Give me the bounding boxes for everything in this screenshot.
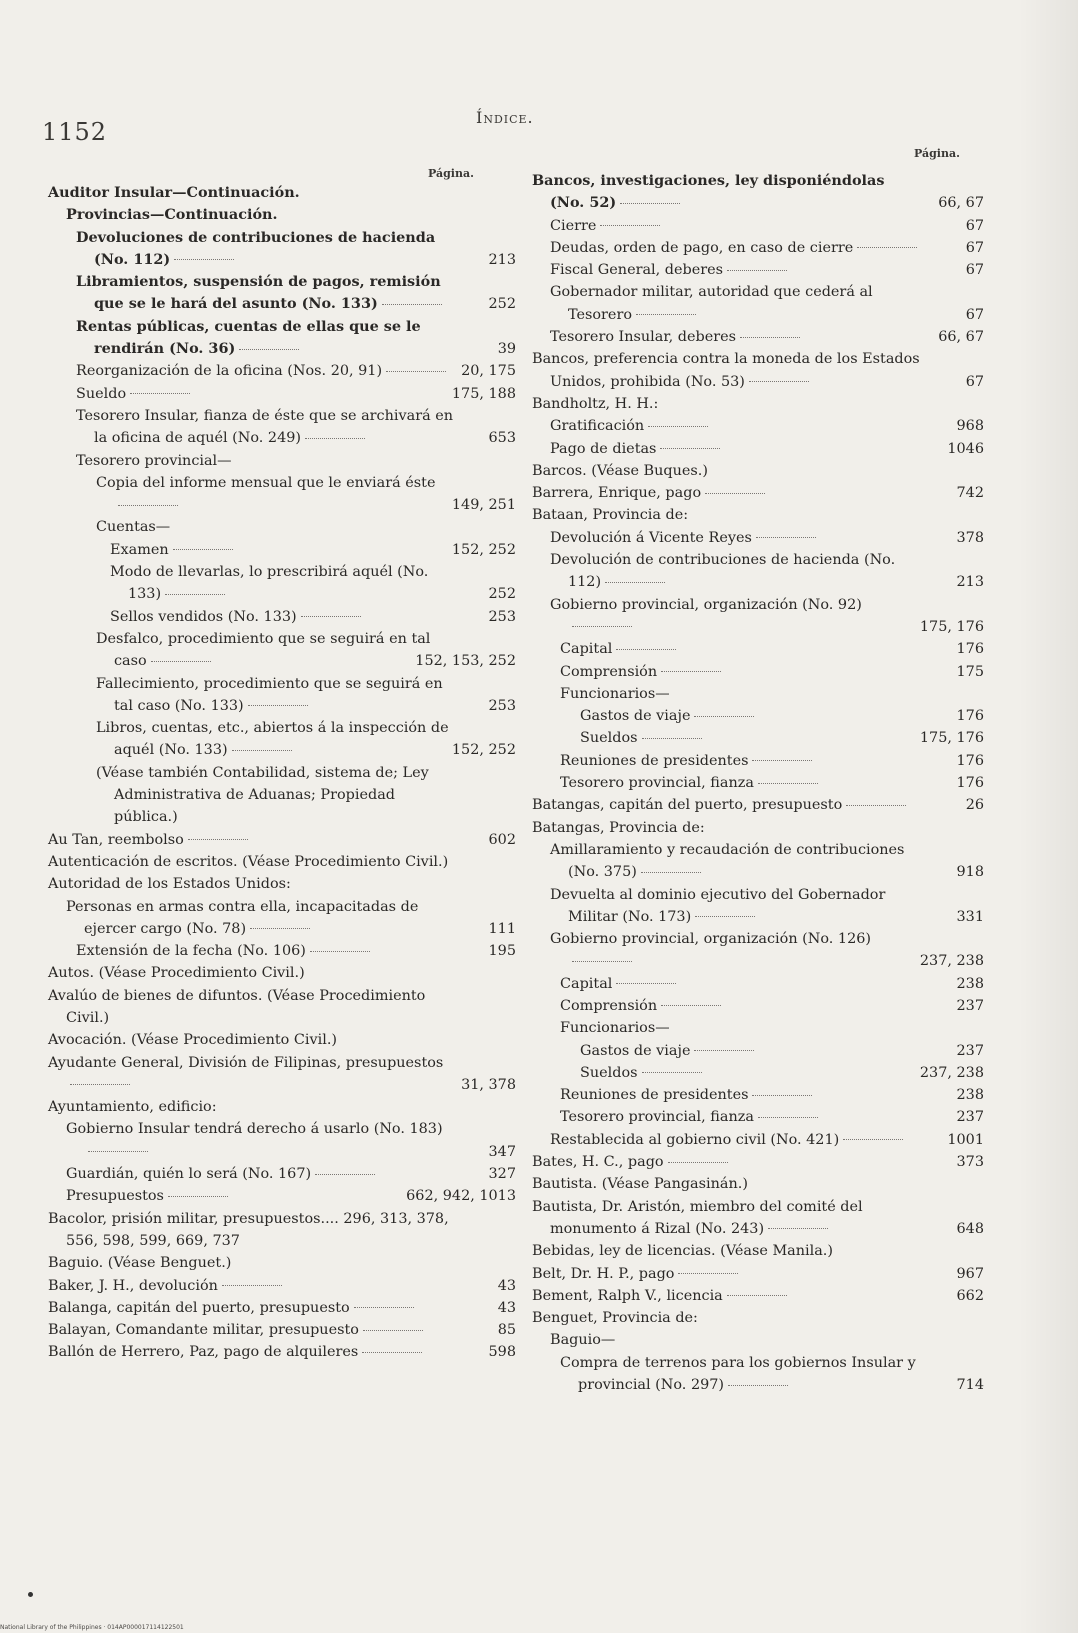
entry-page-ref: 252: [488, 296, 516, 313]
index-column-right: [532, 170, 984, 1396]
leader-dots: [315, 1174, 375, 1175]
entry-text: Reuniones de presidentes: [560, 1087, 749, 1104]
index-entry: [532, 1240, 984, 1262]
leader-dots: [758, 1117, 818, 1118]
entry-page-ref: 1001: [947, 1131, 984, 1148]
index-entry: [48, 1096, 516, 1118]
leader-dots: [70, 1084, 130, 1085]
index-entry: [532, 638, 984, 660]
leader-dots: [250, 928, 310, 929]
index-entry: [532, 1062, 984, 1084]
index-entry: [532, 839, 984, 884]
index-entry: [48, 851, 516, 873]
entry-text: Gobierno provincial, organización (No. 92): [550, 596, 862, 613]
entry-page-ref: 653: [488, 430, 516, 447]
entry-text: Gobierno provincial, organización (No. 126): [550, 931, 872, 948]
index-entry: [48, 873, 516, 895]
index-entry: [48, 1185, 516, 1207]
index-entry: [48, 1163, 516, 1185]
leader-dots: [620, 203, 680, 204]
entry-text: Benguet, Provincia de:: [532, 1310, 698, 1327]
leader-dots: [232, 750, 292, 751]
entry-text: Copia del informe mensual que le enviará éste: [96, 474, 436, 491]
entry-page-ref: 43: [497, 1277, 516, 1294]
entry-page-ref: 968: [956, 418, 984, 435]
entry-text: Gobierno Insular tendrá derecho á usarlo (No. 183): [66, 1121, 443, 1138]
leader-dots: [857, 247, 917, 248]
entry-page-ref: 67: [965, 217, 984, 234]
entry-text: Fiscal General, deberes: [550, 262, 724, 279]
entry-text: Sueldos: [580, 730, 638, 747]
index-entry: [532, 928, 984, 973]
entry-text: Restablecida al gobierno civil (No. 421): [550, 1131, 840, 1148]
entry-text: Gobernador militar, autoridad que cederá al Tesorero: [550, 284, 873, 323]
running-head: Índice.: [476, 108, 534, 127]
entry-text: Baguio—: [550, 1332, 616, 1349]
index-entry: [48, 1297, 516, 1319]
entry-page-ref: 238: [956, 975, 984, 992]
entry-page-ref: 967: [956, 1265, 984, 1282]
entry-text: Funcionarios—: [560, 685, 670, 702]
leader-dots: [740, 337, 800, 338]
entry-text: Examen: [110, 541, 169, 558]
entry-text: Bates, H. C., pago: [532, 1154, 664, 1171]
index-entry: [532, 1151, 984, 1173]
entry-page-ref: 152, 252: [451, 541, 516, 558]
entry-page-ref: 67: [965, 306, 984, 323]
entry-text: Funcionarios—: [560, 1020, 670, 1037]
index-entry: [532, 259, 984, 281]
entry-page-ref: 175, 188: [451, 385, 516, 402]
index-entry: [48, 316, 516, 361]
index-entry: [48, 516, 516, 538]
entry-text: Fallecimiento, procedimiento que se seguirá en tal caso (No. 133): [96, 675, 443, 714]
leader-dots: [749, 381, 809, 382]
leader-dots: [130, 393, 190, 394]
entry-page-ref: 237: [956, 997, 984, 1014]
leader-dots: [727, 1295, 787, 1296]
index-entry: [48, 227, 516, 272]
leader-dots: [694, 1050, 754, 1051]
index-entry: [532, 1173, 984, 1195]
entry-text: Autoridad de los Estados Unidos:: [48, 876, 291, 893]
leader-dots: [165, 594, 225, 595]
entry-text: Comprensión: [560, 663, 658, 680]
entry-page-ref: 176: [956, 641, 984, 658]
entry-text: Tesorero provincial, fianza: [560, 1109, 754, 1126]
entry-text: Tesorero provincial—: [76, 452, 232, 469]
entry-text: Guardián, quién lo será (No. 167): [66, 1166, 312, 1183]
index-entry: [532, 215, 984, 237]
entry-page-ref: 237: [956, 1042, 984, 1059]
leader-dots: [668, 1162, 728, 1163]
leader-dots: [188, 839, 248, 840]
leader-dots: [222, 1285, 282, 1286]
entry-text: Bement, Ralph V., licencia: [532, 1287, 723, 1304]
leader-dots: [752, 1095, 812, 1096]
index-entry: [532, 1040, 984, 1062]
entry-page-ref: 66, 67: [938, 329, 984, 346]
index-entry: [48, 829, 516, 851]
entry-page-ref: 20, 175: [461, 363, 516, 380]
leader-dots: [636, 314, 696, 315]
leader-dots: [648, 426, 708, 427]
leader-dots: [678, 1273, 738, 1274]
leader-dots: [354, 1307, 414, 1308]
entry-text: Comprensión: [560, 997, 658, 1014]
entry-page-ref: 237, 238: [919, 953, 984, 970]
entry-text: Au Tan, reembolso: [48, 831, 184, 848]
entry-text: Bandholtz, H. H.:: [532, 395, 659, 412]
entry-text: Belt, Dr. H. P., pago: [532, 1265, 675, 1282]
entry-text: Devolución de contribuciones de hacienda (No. 112): [550, 552, 896, 591]
leader-dots: [616, 649, 676, 650]
leader-dots: [572, 961, 632, 962]
entry-text: Provincias—Continuación.: [66, 206, 278, 224]
entry-page-ref: 238: [956, 1087, 984, 1104]
leader-dots: [118, 505, 178, 506]
leader-dots: [642, 738, 702, 739]
leader-dots: [605, 582, 665, 583]
index-entry: [48, 1118, 516, 1163]
leader-dots: [728, 1385, 788, 1386]
index-entry: [48, 1275, 516, 1297]
entry-text: Devolución á Vicente Reyes: [550, 529, 752, 546]
entry-page-ref: 176: [956, 752, 984, 769]
pagina-label-left: Página.: [428, 167, 474, 180]
entry-page-ref: 39: [497, 341, 516, 358]
entry-text: Baker, J. H., devolución: [48, 1277, 218, 1294]
entry-text: Batangas, Provincia de:: [532, 819, 705, 836]
entry-text: Devuelta al dominio ejecutivo del Gobernador Militar (No. 173): [550, 886, 886, 925]
entry-page-ref: 26: [965, 797, 984, 814]
entry-page-ref: 175: [956, 663, 984, 680]
leader-dots: [239, 349, 299, 350]
index-entry: [532, 1084, 984, 1106]
index-entry: [532, 794, 984, 816]
index-entry: [532, 995, 984, 1017]
entry-page-ref: 67: [965, 373, 984, 390]
scan-footer: National Library of the Philippines · 014AP000017114122501: [0, 1624, 184, 1631]
entry-page-ref: 237: [956, 1109, 984, 1126]
entry-page-ref: 602: [488, 831, 516, 848]
index-entry: [48, 940, 516, 962]
entry-page-ref: 742: [956, 485, 984, 502]
index-entry: [48, 985, 516, 1030]
leader-dots: [642, 1072, 702, 1073]
entry-page-ref: 67: [965, 262, 984, 279]
leader-dots: [758, 783, 818, 784]
entry-page-ref: 176: [956, 775, 984, 792]
entry-text: Bacolor, prisión militar, presupuestos.... 296, 313, 378, 556, 598, 599, 669, 737: [48, 1210, 449, 1249]
entry-text: Rentas públicas, cuentas de ellas que se le rendirán (No. 36): [76, 317, 421, 358]
index-entry: [532, 415, 984, 437]
entry-page-ref: 175, 176: [919, 730, 984, 747]
index-entry: [532, 1129, 984, 1151]
index-entry: [48, 360, 516, 382]
index-entry: [532, 1106, 984, 1128]
index-entry: [48, 717, 516, 762]
entry-page-ref: 373: [956, 1154, 984, 1171]
entry-text: Pago de dietas: [550, 440, 657, 457]
entry-page-ref: 662: [956, 1287, 984, 1304]
entry-page-ref: 662, 942, 1013: [406, 1188, 516, 1205]
entry-text: Libros, cuentas, etc., abiertos á la inspección de aquél (No. 133): [96, 720, 449, 759]
index-entry: [532, 1017, 984, 1039]
entry-text: Reorganización de la oficina (Nos. 20, 91): [76, 363, 383, 380]
index-entry: [532, 326, 984, 348]
leader-dots: [168, 1196, 228, 1197]
leader-dots: [305, 438, 365, 439]
index-entry: [48, 1252, 516, 1274]
leader-dots: [173, 549, 233, 550]
entry-page-ref: 195: [488, 943, 516, 960]
entry-page-ref: 43: [497, 1299, 516, 1316]
entry-text: Sueldos: [580, 1064, 638, 1081]
entry-text: Bautista, Dr. Aristón, miembro del comité del monumento á Rizal (No. 243): [532, 1198, 863, 1237]
entry-page-ref: 252: [488, 586, 516, 603]
entry-page-ref: 85: [497, 1322, 516, 1339]
index-entry: [532, 549, 984, 594]
leader-dots: [248, 705, 308, 706]
entry-text: Deudas, orden de pago, en caso de cierre: [550, 239, 854, 256]
entry-page-ref: 253: [488, 608, 516, 625]
index-entry: [532, 1196, 984, 1241]
leader-dots: [174, 259, 234, 260]
index-entry: [48, 383, 516, 405]
page-number: 1152: [42, 118, 108, 146]
index-entry: [532, 705, 984, 727]
entry-page-ref: 331: [956, 908, 984, 925]
entry-text: Ballón de Herrero, Paz, pago de alquileres: [48, 1344, 359, 1361]
entry-text: (Véase también Contabilidad, sistema de; Ley Administrativa de Aduanas; Propiedad pública.): [96, 764, 429, 826]
index-entry: [532, 594, 984, 639]
index-entry: [48, 1319, 516, 1341]
index-entry: [532, 348, 984, 393]
leader-dots: [694, 716, 754, 717]
entry-page-ref: 66, 67: [938, 195, 984, 212]
leader-dots: [386, 371, 446, 372]
index-entry: [48, 762, 516, 829]
index-entry: [532, 482, 984, 504]
leader-dots: [843, 1139, 903, 1140]
entry-page-ref: 149, 251: [451, 497, 516, 514]
entry-text: Balanga, capitán del puerto, presupuesto: [48, 1299, 350, 1316]
leader-dots: [88, 1151, 148, 1152]
index-entry: [532, 393, 984, 415]
entry-text: Personas en armas contra ella, incapacitadas de ejercer cargo (No. 78): [66, 898, 419, 937]
pagina-label-right: Página.: [914, 147, 960, 160]
index-entry: [48, 628, 516, 673]
entry-page-ref: 152, 252: [451, 742, 516, 759]
index-entry: [532, 237, 984, 259]
index-entry: [532, 170, 984, 215]
page-edge-shadow: [1018, 0, 1078, 1633]
entry-text: Ayuntamiento, edificio:: [48, 1099, 217, 1116]
leader-dots: [768, 1228, 828, 1229]
entry-page-ref: 714: [956, 1377, 984, 1394]
entry-page-ref: 648: [956, 1220, 984, 1237]
entry-text: Autos. (Véase Procedimiento Civil.): [48, 965, 305, 982]
leader-dots: [362, 1352, 422, 1353]
index-entry: [48, 182, 516, 204]
index-entry: [532, 460, 984, 482]
entry-text: Amillaramiento y recaudación de contribuciones (No. 375): [550, 841, 905, 881]
entry-page-ref: 31, 378: [461, 1076, 516, 1093]
index-entry: [48, 561, 516, 606]
index-entry: [48, 1052, 516, 1097]
index-entry: [532, 772, 984, 794]
index-entry: [48, 606, 516, 628]
leader-dots: [572, 626, 632, 627]
index-entry: [48, 1208, 516, 1253]
entry-page-ref: 918: [956, 864, 984, 881]
entry-text: Devoluciones de contribuciones de hacienda (No. 112): [76, 228, 436, 268]
leader-dots: [705, 493, 765, 494]
entry-text: Gastos de viaje: [580, 1042, 691, 1059]
entry-page-ref: 213: [956, 574, 984, 591]
entry-text: Autenticación de escritos. (Véase Procedimiento Civil.): [48, 853, 449, 870]
entry-page-ref: 175, 176: [919, 618, 984, 635]
entry-page-ref: 213: [488, 251, 516, 268]
index-entry: [532, 973, 984, 995]
index-entry: [532, 1329, 984, 1351]
leader-dots: [641, 872, 701, 873]
entry-text: Reuniones de presidentes: [560, 752, 749, 769]
index-entry: [48, 1029, 516, 1051]
entry-page-ref: 347: [488, 1143, 516, 1160]
entry-text: Tesorero provincial, fianza: [560, 775, 754, 792]
index-entry: [532, 727, 984, 749]
leader-dots: [756, 537, 816, 538]
index-entry: [532, 281, 984, 326]
entry-text: Gratificación: [550, 418, 645, 435]
entry-text: Tesorero Insular, deberes: [550, 329, 737, 346]
entry-text: Tesorero Insular, fianza de éste que se archivará en la oficina de aquél (No. 249): [76, 407, 454, 447]
entry-text: Capital: [560, 975, 613, 992]
index-entry: [532, 504, 984, 526]
index-entry: [48, 896, 516, 941]
leader-dots: [600, 225, 660, 226]
index-entry: [532, 750, 984, 772]
index-entry: [48, 1341, 516, 1363]
index-entry: [48, 962, 516, 984]
entry-page-ref: 152, 153, 252: [415, 653, 516, 670]
leader-dots: [382, 304, 442, 305]
leader-dots: [363, 1330, 423, 1331]
entry-page-ref: 327: [488, 1166, 516, 1183]
entry-text: Compra de terrenos para los gobiernos Insular y provincial (No. 297): [560, 1354, 916, 1394]
entry-text: Capital: [560, 641, 613, 658]
index-entry: [532, 527, 984, 549]
index-column-left: [48, 182, 516, 1364]
entry-text: Cuentas—: [96, 519, 171, 536]
entry-text: Barcos. (Véase Buques.): [532, 462, 708, 479]
entry-page-ref: 111: [488, 920, 516, 937]
entry-text: Libramientos, suspensión de pagos, remisión que se le hará del asunto (No. 133): [76, 273, 441, 313]
ink-spot: [28, 1592, 33, 1597]
index-entry: [532, 661, 984, 683]
entry-text: Baguio. (Véase Benguet.): [48, 1255, 232, 1272]
entry-text: Bancos, preferencia contra la moneda de los Estados Unidos, prohibida (No. 53): [532, 351, 920, 390]
index-entry: [532, 1307, 984, 1329]
index-entry: [532, 884, 984, 929]
entry-page-ref: 67: [965, 239, 984, 256]
leader-dots: [727, 270, 787, 271]
entry-page-ref: 1046: [947, 440, 984, 457]
entry-text: Desfalco, procedimiento que se seguirá en tal caso: [96, 630, 431, 670]
leader-dots: [752, 760, 812, 761]
index-entry: [48, 673, 516, 718]
entry-page-ref: 598: [488, 1344, 516, 1361]
entry-text: Presupuestos: [66, 1188, 164, 1205]
entry-text: Bataan, Provincia de:: [532, 507, 689, 524]
entry-text: Avocación. (Véase Procedimiento Civil.): [48, 1032, 338, 1049]
index-entry: [532, 683, 984, 705]
leader-dots: [661, 671, 721, 672]
index-entry: [48, 405, 516, 450]
entry-text: Modo de llevarlas, lo prescribirá aquél (No. 133): [110, 564, 429, 603]
entry-text: Cierre: [550, 217, 597, 234]
entry-text: Gastos de viaje: [580, 708, 691, 725]
entry-page-ref: 253: [488, 697, 516, 714]
index-entry: [532, 438, 984, 460]
entry-text: Sellos vendidos (No. 133): [110, 608, 297, 625]
entry-page-ref: 237, 238: [919, 1064, 984, 1081]
leader-dots: [310, 951, 370, 952]
entry-text: Balayan, Comandante militar, presupuesto: [48, 1322, 359, 1339]
index-entry: [48, 204, 516, 226]
leader-dots: [151, 661, 211, 662]
index-entry: [48, 271, 516, 316]
index-entry: [48, 472, 516, 517]
leader-dots: [660, 448, 720, 449]
index-entry: [532, 817, 984, 839]
entry-text: Auditor Insular—Continuación.: [48, 184, 300, 201]
entry-text: Ayudante General, División de Filipinas, presupuestos: [48, 1054, 444, 1071]
leader-dots: [695, 916, 755, 917]
entry-text: Sueldo: [76, 385, 127, 402]
entry-text: Bancos, investigaciones, ley disponiéndolas (No. 52): [532, 172, 885, 212]
leader-dots: [301, 616, 361, 617]
leader-dots: [846, 805, 906, 806]
leader-dots: [661, 1005, 721, 1006]
index-entry: [532, 1285, 984, 1307]
index-entry: [48, 539, 516, 561]
entry-text: Avalúo de bienes de difuntos. (Véase Procedimiento Civil.): [48, 987, 426, 1026]
index-entry: [48, 450, 516, 472]
index-entry: [532, 1352, 984, 1397]
index-entry: [532, 1263, 984, 1285]
entry-text: Bautista. (Véase Pangasinán.): [532, 1176, 748, 1193]
entry-text: Batangas, capitán del puerto, presupuesto: [532, 797, 843, 814]
entry-page-ref: 378: [956, 529, 984, 546]
leader-dots: [616, 983, 676, 984]
entry-page-ref: 176: [956, 708, 984, 725]
entry-text: Bebidas, ley de licencias. (Véase Manila.): [532, 1243, 833, 1260]
entry-text: Extensión de la fecha (No. 106): [76, 943, 306, 960]
entry-text: Barrera, Enrique, pago: [532, 485, 702, 502]
